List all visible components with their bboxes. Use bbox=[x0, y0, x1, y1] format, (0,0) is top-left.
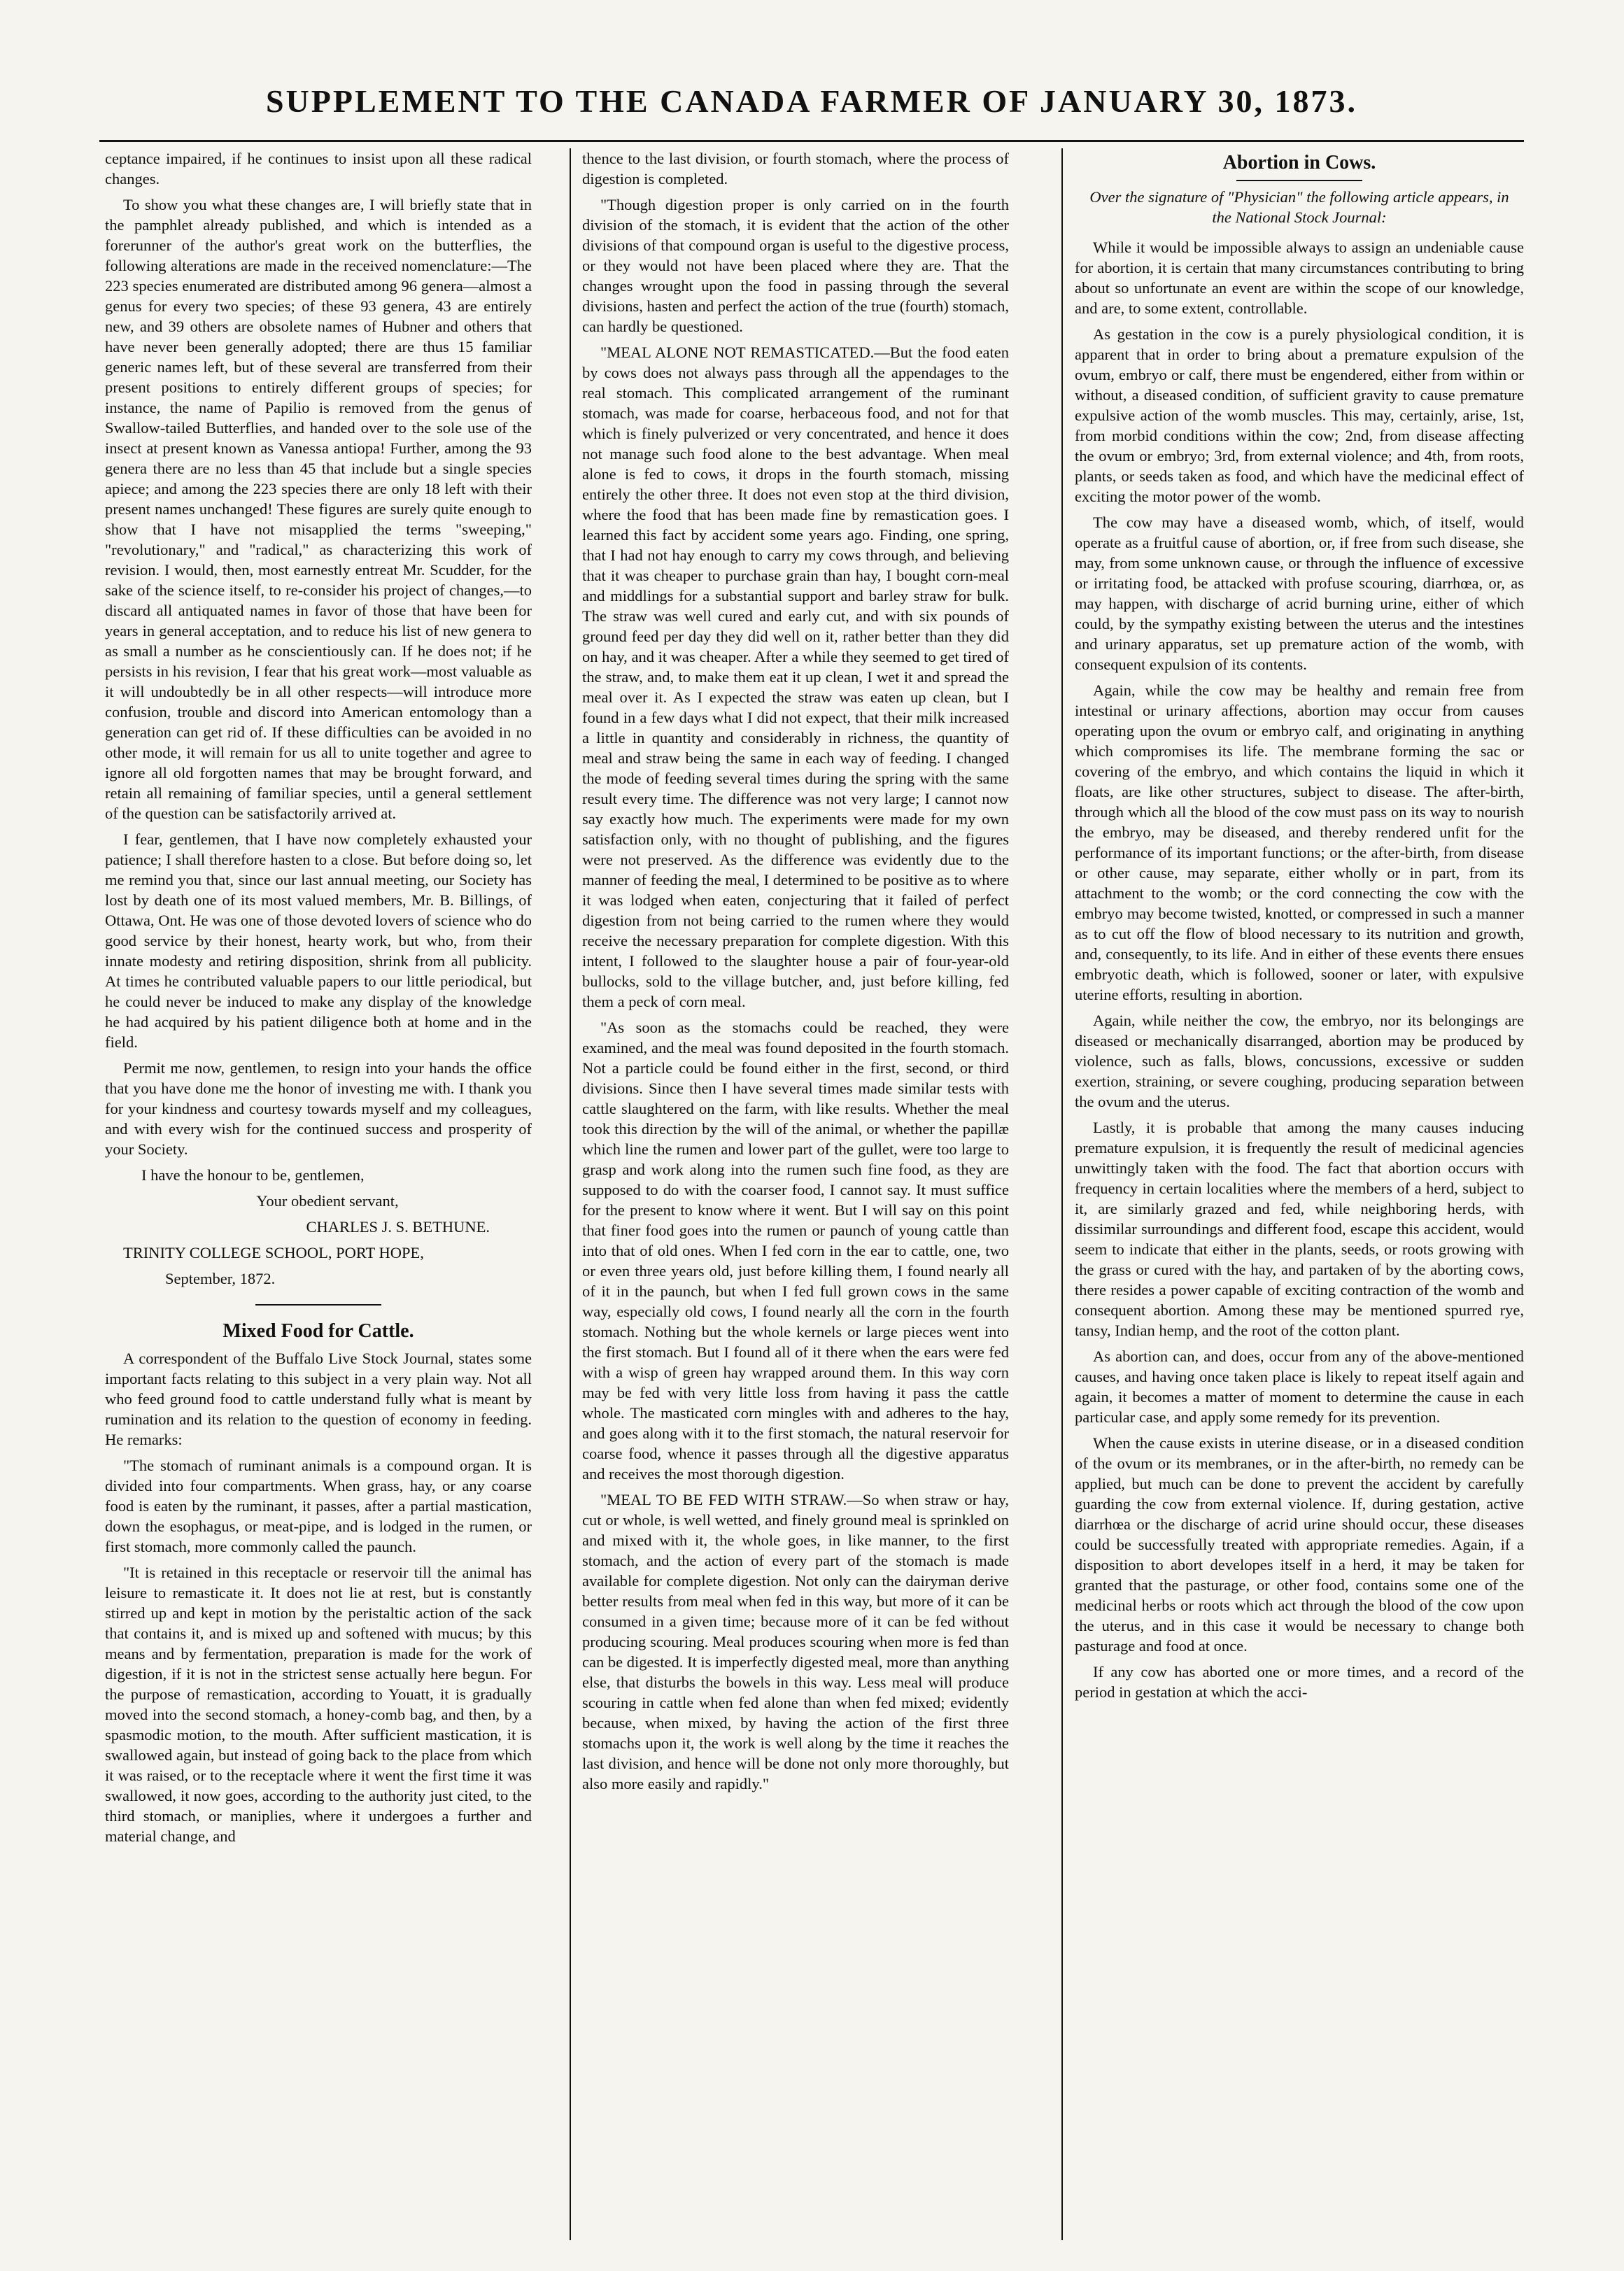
column-divider-1 bbox=[570, 148, 571, 2240]
signature-line: Your obedient servant, bbox=[256, 1192, 399, 1210]
column-2 bbox=[582, 148, 1009, 2247]
masthead: SUPPLEMENT TO THE CANADA FARMER OF JANUARY 30, 1873. bbox=[265, 83, 1358, 119]
paragraph: Again, while the cow may be healthy and remain free from intestinal or urinary affections, abortion may occur from causes operating upon the ovum or embryo calf, and originating in anything which compromises its life. The membrane forming the sac or covering of the embryo, and which contains the liquid in which it floats, are like other structures, subject to disease. The after-birth, through which all the blood of the cow must pass on its way to nourish the embryo, may be diseased, and thereby rendered unfit for the performance of its important functions; or the after-birth, from disease or other cause, may separate, either wholly or in part, from its attachment to the womb; or the cord connecting the cow with the embryo may become twisted, knotted, or compressed in such a manner as to cut off the flow of blood necessary to its nutrition and growth, and, consequently, to its life. And in either of these events there ensues embryotic death, which is followed, sooner or later, with expulsive uterine efforts, resulting in abortion. bbox=[1075, 681, 1524, 1003]
paragraph: Permit me now, gentlemen, to resign into your hands the office that you have done me the honor of investing me with. I thank you for your kindness and courtesy towards myself and my colleagues, and with every wish for the continued success and prosperity of your Society. bbox=[105, 1059, 532, 1158]
paragraph: As abortion can, and does, occur from any of the above-mentioned causes, and having once taken place is likely to repeat itself again and again, it becomes a matter of moment to determine the cause in each particular case, and apply some remedy for its prevention. bbox=[1075, 1347, 1524, 1426]
signature-address: TRINITY COLLEGE SCHOOL, PORT HOPE, bbox=[123, 1244, 424, 1261]
paragraph: Lastly, it is probable that among the many causes inducing premature expulsion, it is frequently the result of medicinal agencies unwittingly taken with the food. The fact that abortion occurs with frequency in certain localities where the members of a herd, subject to it, are similarly grazed and fed, while neighboring herds, with dissimilar surroundings and different food, escape this accident, would seem to indicate that either in the plants, seeds, or roots growing with the grass or cured with the hay, and partaken of by the aborting cows, there resides a power capable of exciting contraction of the womb and consequent abortion. Among these may be mentioned spurred rye, tansy, Indian hemp, and the root of the cotton plant. bbox=[1075, 1119, 1524, 1339]
paragraph: "As soon as the stomachs could be reached, they were examined, and the meal was found deposited in the fourth stomach. Not a particle could be found either in the first, second, or third divisions. Since then I have several times made similar tests with cattle slaughtered on the farm, with like results. Whether the meal took this direction by the will of the animal, or whether the papillæ which line the rumen and lower part of the gullet, were too large to grasp and work along into the rumen such fine food, as they are supposed to do with the coarser food, I cannot say. It must suffice for the present to know where it went. But I will say on this point that finer food goes into the rumen or paunch of young cattle than into that of old ones. When I fed corn in the ear to cattle, one, two or even three years old, just before killing them, I found nearly all of it in the paunch, but when I fed full grown cows in the same way, especially old cows, I found nearly all the corn in the fourth stomach. Nothing but the whole kernels or large pieces went into the first stomach. But I found all of it there when the ears were fed with a wisp of green hay wrapped around them. In this way corn may be fed with very little loss from having it pass the cattle whole. The masticated corn mingles with and adheres to the hay, and goes along with it to the first stomach, the natural reservoir for coarse food, whence it passes through all the digestive apparatus and receives the most thorough digestion. bbox=[582, 1019, 1009, 1483]
column-1 bbox=[105, 148, 532, 2247]
section-rule bbox=[255, 1304, 381, 1306]
paragraph: Again, while neither the cow, the embryo, nor its belongings are diseased or mechanically disarranged, abortion may be produced by violence, such as falls, blows, concussions, excessive or sudden exertion, straining, or severe coughing, producing separation between the ovum and the uterus. bbox=[1075, 1012, 1524, 1110]
paragraph: thence to the last division, or fourth stomach, where the process of digestion is completed. bbox=[582, 150, 1009, 188]
signature-line: I have the honour to be, gentlemen, bbox=[141, 1166, 365, 1184]
paragraph: "It is retained in this receptacle or reservoir till the animal has leisure to remasticate it. It does not lie at rest, but is constantly stirred up and kept in motion by the peristaltic action of the sack that contains it, and is mixed up and softened with mucus; by this means and by fermentation, preparation is made for the work of digestion, if it is not in the strictest sense actually here begun. For the purpose of remastication, according to Youatt, it is gradually moved into the second stomach, a honey-comb bag, and then, by a spasmodic motion, to the mouth. After sufficient mastication, it is swallowed again, but instead of going back to the place from which it was raised, or to the receptacle where it went the first time it was swallowed, it now goes, according to the authority just cited, to the third stomach, or maniplies, where it undergoes a further and material change, and bbox=[105, 1564, 532, 1845]
paragraph: "MEAL TO BE FED WITH STRAW.—So when straw or hay, cut or whole, is well wetted, and finely ground meal is sprinkled on and mixed with it, the whole goes, in like manner, to the first stomach, and the action of every part of the stomach is made available for complete digestion. Not only can the dairyman derive better results from meal when fed in this way, but more of it can be consumed in a given time; because more of it can be fed without producing scouring. Meal produces scouring when more is fed than can be digested. It is imperfectly digested meal, more than anything else, that disturbs the bowels in this way. Less meal will produce scouring in cattle when fed alone than when fed mixed; evidently because, when mixed, by having the action of the first three stomachs upon it, the work is well along by the time it reaches the last division, and hence will be done not only more thoroughly, but also more easily and rapidly." bbox=[582, 1491, 1009, 1792]
paragraph: While it would be impossible always to assign an undeniable cause for abortion, it is certain that many circumstances contributing to bring about so unfortunate an event are within the scope of our knowledge, and are, to some extent, controllable. bbox=[1075, 239, 1524, 317]
masthead-rule bbox=[99, 140, 1524, 142]
article-heading: Mixed Food for Cattle. bbox=[223, 1320, 414, 1342]
paragraph: "The stomach of ruminant animals is a compound organ. It is divided into four compartments. When grass, hay, or any coarse food is eaten by the ruminant, it passes, after a partial mastication, down the esophagus, or meat-pipe, and is lodged in the rumen, or first stomach, more commonly called the paunch. bbox=[105, 1457, 532, 1555]
paragraph: "MEAL ALONE NOT REMASTICATED.—But the food eaten by cows does not always pass through all the appendages to the real stomach. This complicated arrangement of the ruminant stomach, was made for coarse, herbaceous food, and not for that which is finely pulverized or very concentrated, and hence it does not manage such food alone to the best advantage. When meal alone is fed to cows, it drops in the fourth stomach, missing entirely the other three. It does not even stop at the third division, where the food that has been made fine by remastication goes. I learned this fact by accident some years ago. Finding, one spring, that I had not hay enough to carry my cows through, and believing that it was cheaper to purchase grain than hay, I bought corn-meal and middlings for a substantial support and barley straw for bulk. The straw was well cured and early cut, and with six pounds of ground feed per day they did well on it, rather better than they did on hay, and it was cheaper. After a while they seemed to get tired of the straw, and, to make them eat it up clean, I wet it and spread the meal over it. As I expected the straw was eaten up clean, but I found in a few days what I did not expect, that their milk increased a little in quantity and considerably in richness, the quantity of meal and straw being the same in each way of feeding. I changed the mode of feeding several times during the spring with the same result every time. The difference was not very large; I cannot now say exactly how much. The experiments were made for my own satisfaction only, with no thought of publishing, and the figures were not preserved. As the difference was evidently due to the manner of feeding the meal, I determined to be positive as to where it was lodged when eaten, conjecturing that it failed of perfect digestion from not being carried to the rumen where they would receive the necessary preparation for complete digestion. With this intent, I followed to the slaughter house a pair of four-year-old bullocks, sold to the village butcher, and, just before killing, fed them a peck of corn meal. bbox=[582, 344, 1009, 1010]
paragraph: A correspondent of the Buffalo Live Stock Journal, states some important facts relating to this subject in a very plain way. Not all who feed ground food to cattle understand fully what is meant by rumination and its relation to the question of economy in feeding. He remarks: bbox=[105, 1350, 532, 1448]
column-divider-2 bbox=[1061, 148, 1063, 2240]
signature-date: September, 1872. bbox=[165, 1270, 276, 1287]
paragraph: To show you what these changes are, I will briefly state that in the pamphlet already published, and which is intended as a forerunner of the author's great work on the butterflies, the following alterations are made in the received nomenclature:—The 223 species enumerated are distributed among 96 genera—almost a genus for every two species; of these 93 genera, 43 are entirely new, and 39 others are obsolete names of Hubner and others that have never been generally adopted; there are thus 15 familiar generic names left, but of these several are transferred from their present positions to entirely different groups of species; for instance, the name of Papilio is removed from the genus of Swallow-tailed Butterflies, and handed over to the sole use of the insect at present known as Vanessa antiopa! Further, among the 93 genera there are no less than 45 that include but a single species apiece; and among the 223 species there are only 18 left with their present names unchanged! These figures are surely quite enough to show that I have not misapplied the terms "sweeping," "revolutionary," and "radical," as characterizing this work of revision. I would, then, most earnestly entreat Mr. Scudder, for the sake of the science itself, to re-consider his project of changes,—to discard all antiquated names in favor of those that have been for years in general acceptation, and to reduce his list of new genera to as small a number as he conscientiously can. If he does not; if he persists in his revision, I fear that his great work—most valuable as it will undoubtedly be in all other respects—will introduce more confusion, trouble and discord into American entomology than a generation can get rid of. If these difficulties can be avoided in no other mode, it will remain for us all to unite together and agree to ignore all old forgotten names that may be brought forward, and retain all remaining of familiar species, until a general settlement of the question can be satisfactorily arrived at. bbox=[105, 196, 532, 822]
signature-name: CHARLES J. S. BETHUNE. bbox=[306, 1218, 490, 1236]
paragraph: When the cause exists in uterine disease, or in a diseased condition of the ovum or its membranes, or in the after-birth, no remedy can be applied, but much can be done to prevent the accident by carefully guarding the cow from external violence. If, during gestation, active diarrhœa or the discharge of acrid urine should occur, these diseases could be successfully treated with appropriate remedies. Again, if a disposition to abort developes itself in a herd, it may be taken for granted that the pasturage, or other food, contains some one of the medicinal herbs or roots which act through the blood of the cow upon the uterus, and in this case it would be necessary to change both pasturage and food at once. bbox=[1075, 1434, 1524, 1655]
paragraph: I fear, gentlemen, that I have now completely exhausted your patience; I shall therefore hasten to a close. But before doing so, let me remind you that, since our last annual meeting, our Society has lost by death one of its most valued members, Mr. B. Billings, of Ottawa, Ont. He was one of those devoted lovers of science who do good service by their honest, hearty work, but who, from their innate modesty and retiring disposition, shrink from all publicity. At times he contributed valuable papers to our little periodical, but he could never be induced to make any display of the knowledge he had acquired by his patient diligence both at home and in the field. bbox=[105, 830, 532, 1051]
paragraph: The cow may have a diseased womb, which, of itself, would operate as a fruitful cause of abortion, or, if free from such disease, she may, from some unknown cause, or through the influence of excessive or irritating food, be attacked with profuse scouring, diarrhœa, or, as may happen, with discharge of acrid burning urine, either of which could, by the sympathy existing between the uterus and the intestines and urinary apparatus, set up premature action of the womb, with consequent expulsion of its contents. bbox=[1075, 514, 1524, 673]
article-intro: Over the signature of "Physician" the following article appears, in the National Stock Journal: bbox=[1089, 188, 1509, 226]
column-3 bbox=[1075, 148, 1524, 2247]
paragraph: ceptance impaired, if he continues to insist upon all these radical changes. bbox=[105, 150, 532, 188]
paragraph: As gestation in the cow is a purely physiological condition, it is apparent that in order to bring about a premature expulsion of the ovum, embryo or calf, there must be engendered, either from within or without, a diseased condition, of sufficient gravity to cause premature expulsive action of the womb muscles. This may, certainly, arise, 1st, from morbid conditions within the cow; 2nd, from disease affecting the ovum or embryo; 3rd, from external violence; and 4th, from roots, plants, or seeds taken as food, and which have the medicinal effect of exciting the motor power of the womb. bbox=[1075, 325, 1524, 505]
paragraph: If any cow has aborted one or more times, and a record of the period in gestation at which the acci- bbox=[1075, 1663, 1524, 1701]
section-rule bbox=[1236, 180, 1362, 181]
article-heading: Abortion in Cows. bbox=[1222, 152, 1376, 174]
paragraph: "Though digestion proper is only carried on in the fourth division of the stomach, it is evident that the action of the other divisions of that compound organ is useful to the digestive process, or they would not have been placed where they are. That the changes wrought upon the food in passing through the several divisions, hasten and perfect the action of the true (fourth) stomach, can hardly be questioned. bbox=[582, 196, 1009, 335]
